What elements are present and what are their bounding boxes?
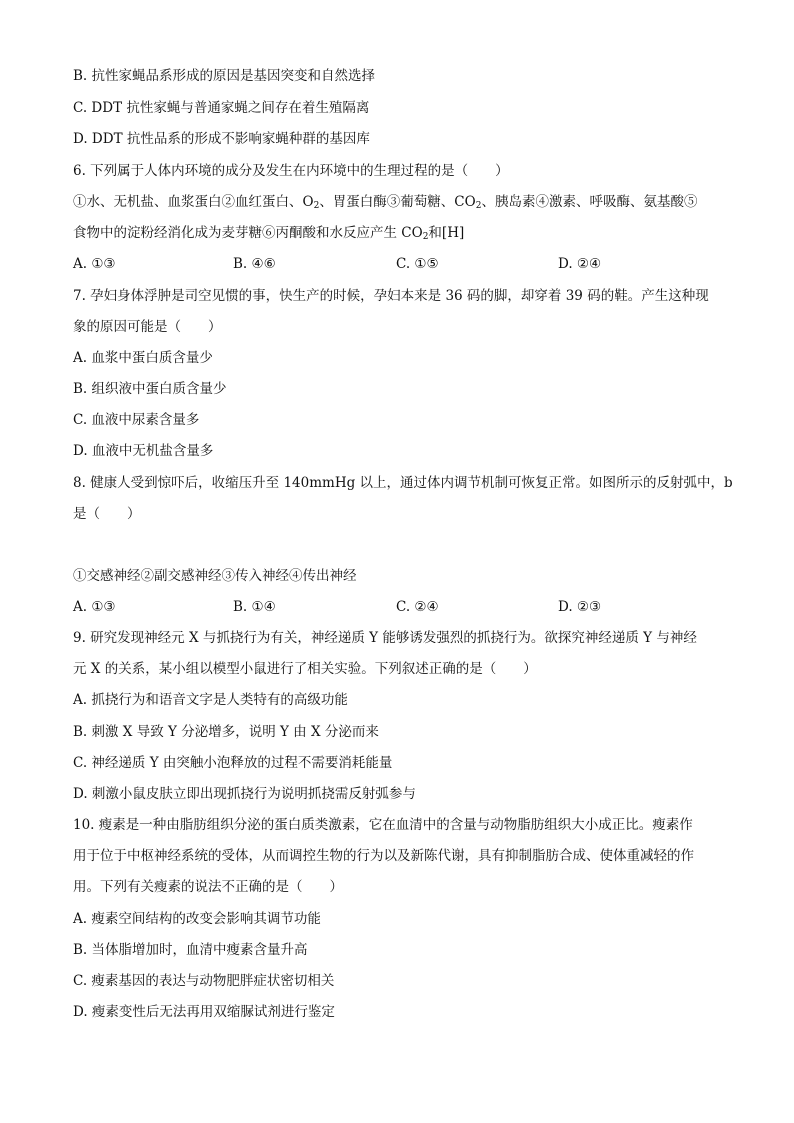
- q9-option-d: D. 刺激小鼠皮肤立即出现抓挠行为说明抓挠需反射弧参与: [73, 786, 416, 802]
- q7-stem-line2: 象的原因可能是（ ）: [73, 319, 222, 335]
- q6-items-line1: ①水、无机盐、血浆蛋白②血红蛋白、$O_2$、胃蛋白酶③葡萄糖、$CO_2$、胰岛素④激素、呼吸酶、氨基酸⑤: [73, 194, 698, 211]
- q7-option-c: C. 血液中尿素含量多: [73, 412, 200, 428]
- q10-option-a: A. 瘦素空间结构的改变会影响其调节功能: [73, 911, 321, 927]
- q9-option-a: A. 抓挠行为和语音文字是人类特有的高级功能: [73, 692, 348, 708]
- q7-option-d: D. 血液中无机盐含量多: [73, 443, 214, 459]
- q5-option-b: B. 抗性家蝇品系形成的原因是基因突变和自然选择: [73, 68, 376, 84]
- q10-option-d: D. 瘦素变性后无法再用双缩脲试剂进行鉴定: [73, 1004, 335, 1020]
- q8-option-b: B. ①④: [233, 599, 276, 615]
- q8-option-a: A. ①③: [73, 599, 116, 615]
- q5-option-d: D. DDT 抗性品系的形成不影响家蝇种群的基因库: [73, 131, 370, 147]
- q6-option-c: C. ①⑤: [396, 256, 439, 272]
- q7-option-b: B. 组织液中蛋白质含量少: [73, 381, 227, 397]
- q6-option-d: D. ②④: [558, 256, 602, 272]
- q8-stem-line2: 是（ ）: [73, 506, 141, 522]
- q6-items-line2: 食物中的淀粉经消化成为麦芽糖⑥丙酮酸和水反应产生 $CO_2$和[H]: [73, 225, 465, 242]
- q6-option-b: B. ④⑥: [233, 256, 276, 272]
- q6-option-a: A. ①③: [73, 256, 116, 272]
- q9-option-c: C. 神经递质 Y 由突触小泡释放的过程不需要消耗能量: [73, 755, 393, 771]
- q8-items: ①交感神经②副交感神经③传入神经④传出神经: [73, 568, 357, 584]
- q8-option-d: D. ②③: [558, 599, 602, 615]
- q10-stem-line2: 用于位于中枢神经系统的受体，从而调控生物的行为以及新陈代谢，具有抑制脂肪合成、使体重减轻的作: [73, 848, 694, 864]
- q7-stem-line1: 7. 孕妇身体浮肿是司空见惯的事，快生产的时候，孕妇本来是 36 码的脚，却穿着 39 码的鞋。产生这种现: [73, 288, 709, 304]
- q9-stem-line2: 元 X 的关系，某小组以模型小鼠进行了相关实验。下列叙述正确的是（ ）: [73, 661, 537, 677]
- q5-option-c: C. DDT 抗性家蝇与普通家蝇之间存在着生殖隔离: [73, 100, 370, 116]
- q10-stem-line3: 用。下列有关瘦素的说法不正确的是（ ）: [73, 879, 343, 895]
- q10-option-c: C. 瘦素基因的表达与动物肥胖症状密切相关: [73, 973, 335, 989]
- q10-stem-line1: 10. 瘦素是一种由脂肪组织分泌的蛋白质类激素，它在血清中的含量与动物脂肪组织大小成正比。瘦素作: [73, 817, 693, 833]
- q9-stem-line1: 9. 研究发现神经元 X 与抓挠行为有关，神经递质 Y 能够诱发强烈的抓挠行为。欲探究神经递质 Y 与神经: [73, 630, 697, 646]
- q7-option-a: A. 血浆中蛋白质含量少: [73, 350, 213, 366]
- q8-stem-line1: 8. 健康人受到惊吓后，收缩压升至 140mmHg 以上，通过体内调节机制可恢复正常。如图所示的反射弧中，b: [73, 475, 733, 491]
- q8-option-c: C. ②④: [396, 599, 439, 615]
- q6-stem: 6. 下列属于人体内环境的成分及发生在内环境中的生理过程的是（ ）: [73, 163, 509, 179]
- q10-option-b: B. 当体脂增加时，血清中瘦素含量升高: [73, 942, 308, 958]
- q9-option-b: B. 刺激 X 导致 Y 分泌增多，说明 Y 由 X 分泌而来: [73, 724, 379, 740]
